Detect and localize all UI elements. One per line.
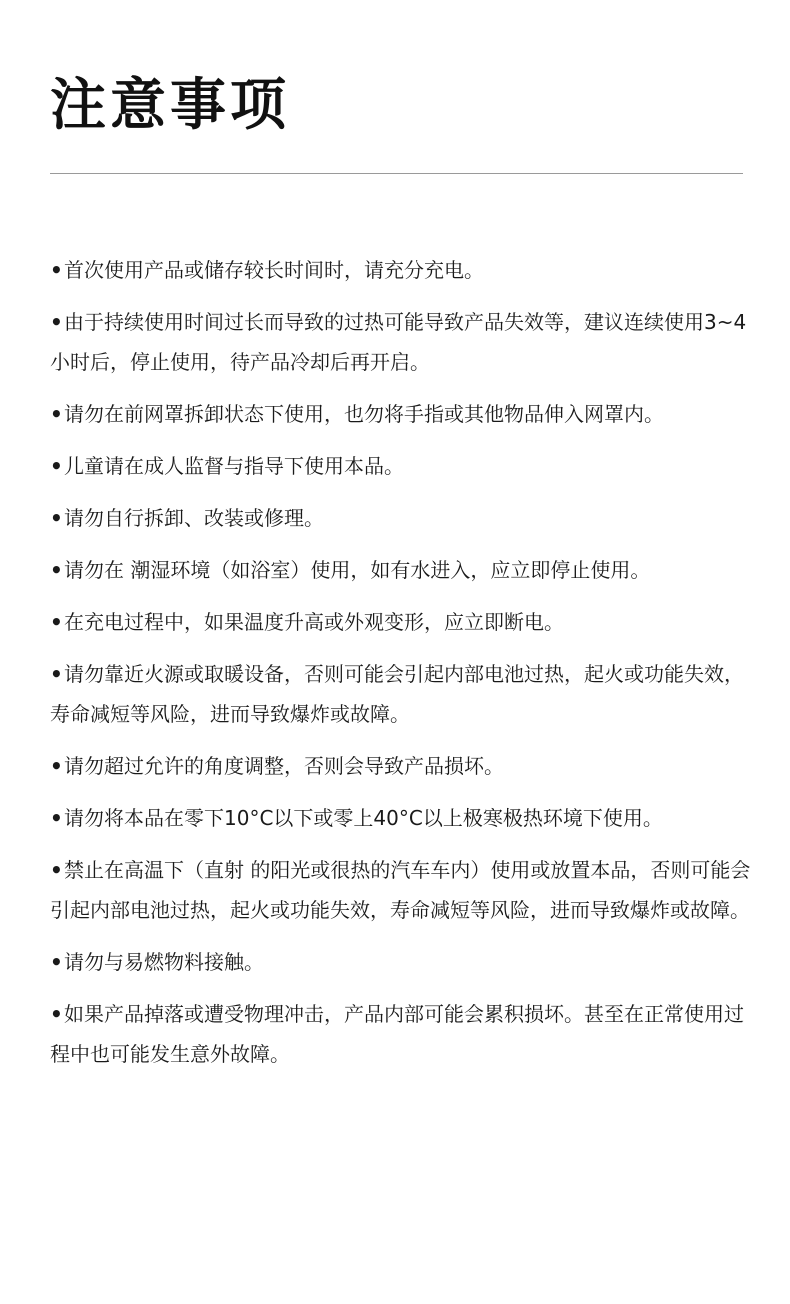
notice-list (50, 250, 756, 1086)
notice-item (50, 498, 756, 538)
notice-item (50, 302, 756, 382)
notice-text: 请勿在前网罩拆卸状态下使用，也勿将手指或其他物品伸入网罩内。 (64, 402, 664, 426)
bullet-icon: • (50, 754, 63, 778)
notice-text: 请勿超过允许的角度调整，否则会导致产品损坏。 (64, 754, 504, 778)
bullet-icon: • (50, 662, 63, 686)
notice-text: 请勿自行拆卸、改装或修理。 (64, 506, 324, 530)
bullet-icon: • (50, 558, 63, 582)
bullet-icon: • (50, 402, 63, 426)
page-title: 注意事项 (50, 73, 290, 138)
notice-item (50, 394, 756, 434)
notice-text: 如果产品掉落或遭受物理冲击，产品内部可能会累积损坏。甚至在正常使用过程中也可能发生意外故障。 (50, 1002, 744, 1066)
bullet-icon: • (50, 1002, 63, 1026)
notice-text: 首次使用产品或储存较长时间时，请充分充电。 (64, 258, 484, 282)
notice-item (50, 994, 756, 1074)
notice-item (50, 798, 756, 838)
bullet-icon: • (50, 610, 63, 634)
bullet-icon: • (50, 858, 63, 882)
notice-item (50, 550, 756, 590)
notice-text: 禁止在高温下（直射 的阳光或很热的汽车车内）使用或放置本品，否则可能会引起内部电池过热，起火或功能失效，寿命减短等风险，进而导致爆炸或故障。 (50, 858, 751, 922)
notice-text: 请勿与易燃物料接触。 (64, 950, 264, 974)
bullet-icon: • (50, 806, 63, 830)
bullet-icon: • (50, 506, 63, 530)
notice-text: 请勿将本品在零下10°C以下或零上40°C以上极寒极热环境下使用。 (64, 806, 663, 830)
title-divider (50, 173, 743, 174)
notice-item (50, 446, 756, 486)
notice-item (50, 654, 756, 734)
notice-item (50, 850, 756, 930)
bullet-icon: • (50, 310, 63, 334)
notice-text: 请勿靠近火源或取暖设备，否则可能会引起内部电池过热，起火或功能失效，寿命减短等风险，进而导致爆炸或故障。 (50, 662, 744, 726)
notice-item (50, 746, 756, 786)
bullet-icon: • (50, 258, 63, 282)
notice-text: 在充电过程中，如果温度升高或外观变形，应立即断电。 (64, 610, 564, 634)
notice-item (50, 602, 756, 642)
bullet-icon: • (50, 454, 63, 478)
notice-item (50, 942, 756, 982)
notice-text: 请勿在 潮湿环境（如浴室）使用，如有水进入，应立即停止使用。 (64, 558, 651, 582)
notice-item (50, 250, 756, 290)
bullet-icon: • (50, 950, 63, 974)
notice-text: 儿童请在成人监督与指导下使用本品。 (64, 454, 404, 478)
notice-text: 由于持续使用时间过长而导致的过热可能导致产品失效等，建议连续使用3~4小时后，停止使用，待产品冷却后再开启。 (50, 310, 747, 374)
